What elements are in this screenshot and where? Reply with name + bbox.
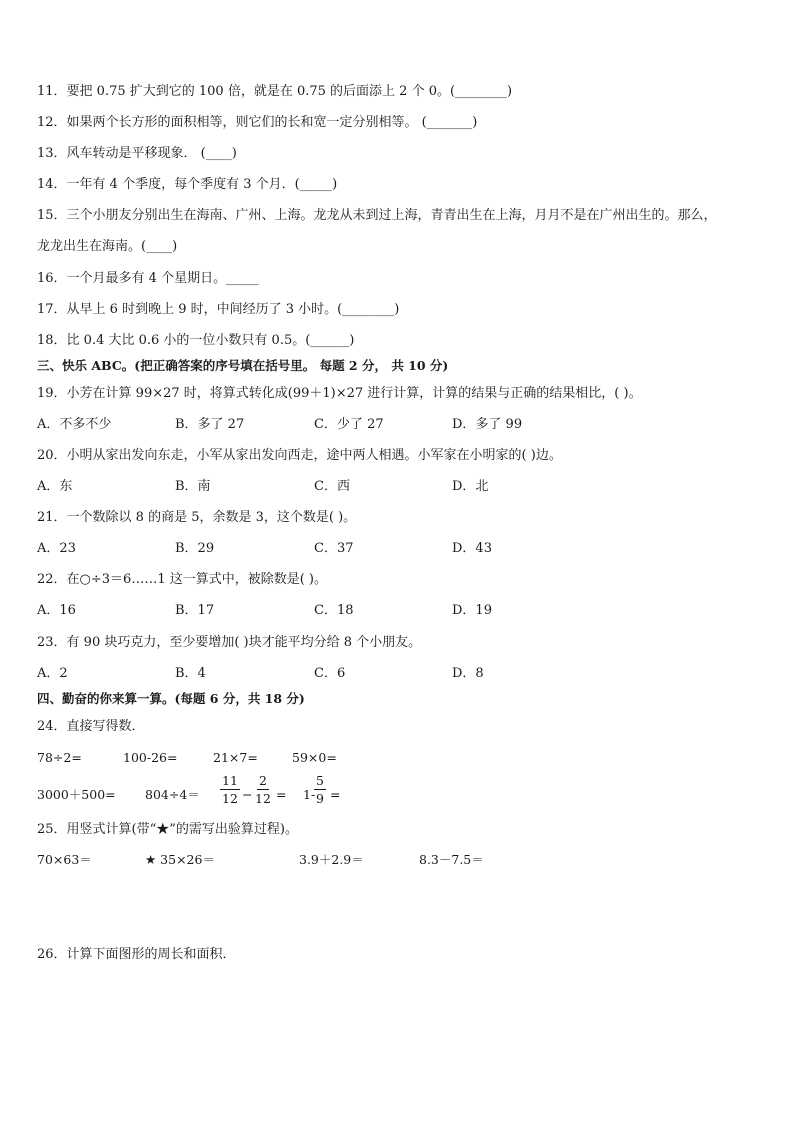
mental-calc-1: 78÷2=	[37, 750, 82, 765]
vertical-calc-1: 70×63＝	[37, 852, 92, 867]
question-13: 13．风车转动是平移现象． (____)	[37, 146, 237, 161]
numerator: 2	[258, 773, 267, 788]
question-22: 22．在○÷3＝6……1 这一算式中，被除数是( )。	[37, 572, 327, 587]
question-15-line1: 15．三个小朋友分别出生在海南、广州、上海。龙龙从未到过上海，青青出生在上海，月月不是在广州出生的。那么，	[37, 208, 717, 223]
question-22-options	[37, 602, 757, 620]
section-4-heading: 四、勤奋的你来算一算。(每题 6 分，共 18 分)	[37, 691, 305, 706]
fraction-5-9	[314, 773, 326, 806]
denominator: 12	[255, 791, 271, 806]
option-a: A．2	[37, 666, 68, 681]
option-d: D．北	[452, 479, 489, 494]
option-b: B．29	[175, 541, 215, 556]
question-23: 23．有 90 块巧克力，至少要增加( )块才能平均分给 8 个小朋友。	[37, 635, 422, 650]
mental-calc-6: 804÷4＝	[145, 787, 200, 802]
mental-calc-3: 21×7=	[213, 750, 258, 765]
question-25-title: 25．用竖式计算(带“★”的需写出验算过程)。	[37, 822, 298, 837]
equals-sign: =	[276, 787, 287, 802]
question-21-options	[37, 540, 757, 558]
section-3-heading: 三、快乐 ABC。(把正确答案的序号填在括号里。 每题 2 分， 共 10 分)	[37, 358, 449, 373]
option-d: D．8	[452, 666, 484, 681]
question-20: 20．小明从家出发向东走，小军从家出发向西走，途中两人相遇。小军家在小明家的( )边。	[37, 448, 562, 463]
question-12: 12．如果两个长方形的面积相等，则它们的长和宽一定分别相等。 (_______)	[37, 115, 478, 130]
option-b: B．多了 27	[175, 417, 245, 432]
minus-sign: −	[242, 787, 253, 802]
one-minus: 1-	[303, 787, 316, 802]
question-11: 11．要把 0.75 扩大到它的 100 倍，就是在 0.75 的后面添上 2 个 0。(________)	[37, 84, 513, 99]
question-18: 18．比 0.4 大比 0.6 小的一位小数只有 0.5。(______)	[37, 333, 355, 348]
denominator: 9	[316, 791, 324, 806]
option-c: C．西	[314, 479, 350, 494]
question-16: 16．一个月最多有 4 个星期日。_____	[37, 271, 259, 286]
option-d: D．19	[452, 603, 492, 618]
mental-calc-4: 59×0=	[292, 750, 337, 765]
question-19-options	[37, 416, 757, 434]
vertical-calc-3: 3.9＋2.9＝	[299, 852, 364, 867]
fraction-11-12	[220, 773, 240, 806]
question-24-title: 24．直接写得数．	[37, 719, 145, 734]
option-b: B．4	[175, 666, 206, 681]
fraction-2-12	[255, 773, 271, 806]
option-c: C．18	[314, 603, 354, 618]
vertical-calc-4: 8.3－7.5＝	[419, 852, 484, 867]
option-a: A．东	[37, 479, 73, 494]
option-b: B．17	[175, 603, 215, 618]
option-b: B．南	[175, 479, 211, 494]
option-c: C．6	[314, 666, 346, 681]
option-c: C．少了 27	[314, 417, 384, 432]
question-20-options	[37, 478, 757, 496]
question-15-line2: 龙龙出生在海南。(____)	[37, 239, 178, 254]
option-c: C．37	[314, 541, 354, 556]
question-21: 21．一个数除以 8 的商是 5，余数是 3，这个数是( )。	[37, 510, 357, 525]
question-26-title: 26．计算下面图形的周长和面积．	[37, 947, 236, 962]
option-a: A．23	[37, 541, 76, 556]
option-a: A．16	[37, 603, 76, 618]
vertical-calc-2: ★ 35×26＝	[145, 852, 215, 867]
question-19: 19．小芳在计算 99×27 时，将算式转化成(99＋1)×27 进行计算，计算的结果与正确的结果相比，( )。	[37, 386, 642, 401]
denominator: 12	[222, 791, 238, 806]
question-14: 14．一年有 4 个季度，每个季度有 3 个月．(_____)	[37, 177, 338, 192]
numerator: 11	[222, 773, 238, 788]
option-d: D．43	[452, 541, 492, 556]
mental-calc-2: 100-26=	[123, 750, 178, 765]
equals-sign: =	[330, 787, 341, 802]
question-17: 17．从早上 6 时到晚上 9 时，中间经历了 3 小时。(________)	[37, 302, 400, 317]
option-a: A．不多不少	[37, 417, 112, 432]
mental-calc-5: 3000＋500=	[37, 787, 116, 802]
numerator: 5	[316, 773, 324, 788]
question-23-options	[37, 665, 757, 683]
option-d: D．多了 99	[452, 417, 523, 432]
